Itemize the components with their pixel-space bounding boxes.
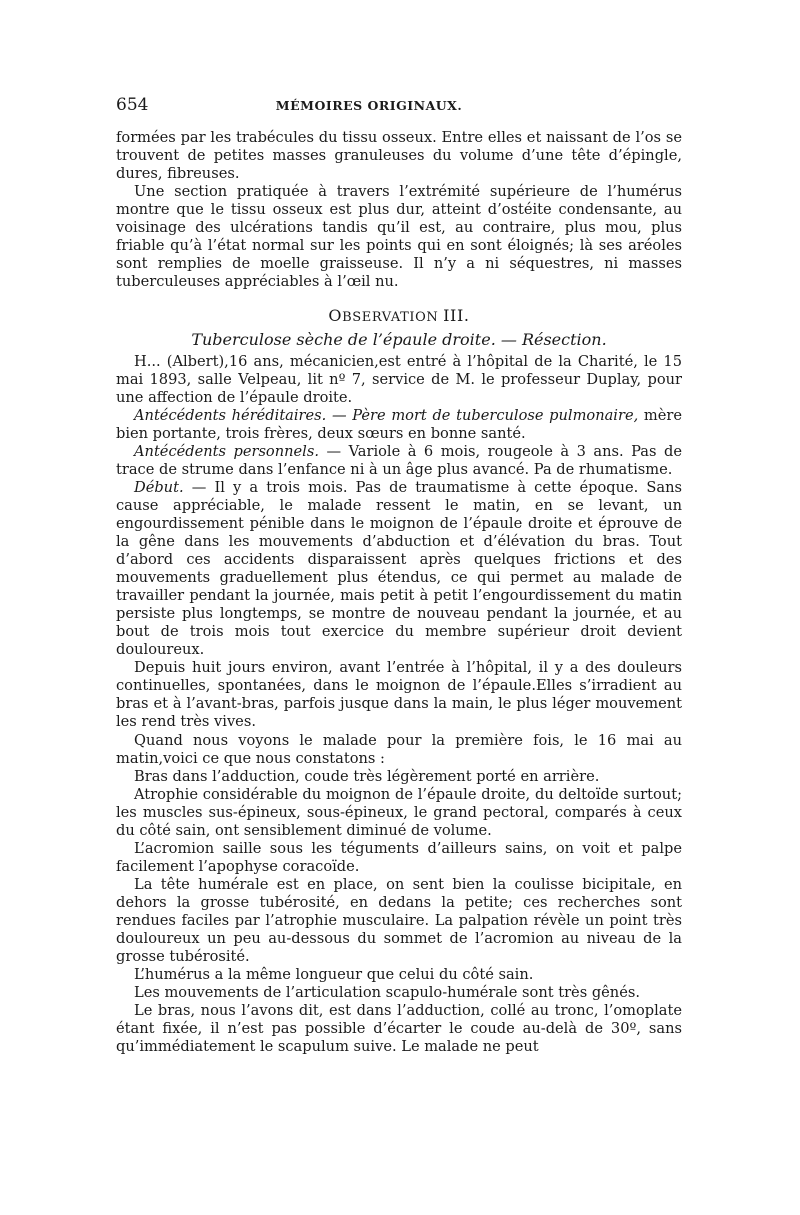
body-text bbox=[116, 129, 682, 1056]
paragraph-personal bbox=[116, 443, 682, 479]
paragraph-humerus: L’humérus a la même longueur que celui du côté sain. bbox=[134, 966, 534, 984]
observation-title-initial: O bbox=[328, 306, 343, 326]
page bbox=[116, 95, 682, 1056]
observation-number: III. bbox=[443, 306, 470, 326]
paragraph-acromion: L’acromion saille sous les téguments d’ailleurs sains, on voit et palpe facilement l’apophyse coracoïde. bbox=[116, 839, 682, 875]
observation-title-rest: BSERVATION bbox=[342, 310, 444, 326]
observation-subtitle: Tuberculose sèche de l’épaule droite. — Résection. bbox=[191, 330, 607, 350]
paragraph-tete: La tête humérale est en place, on sent bien la coulisse bicipitale, en dehors la grosse tubérosité, en dedans la petite; ces recherches sont rendues faciles par l’atrophie musculaire. La palpation révèle un point très douloureux un peu au-dessous du sommet de l’acromion au niveau de la grosse tubérosité. bbox=[116, 875, 682, 966]
paragraph-le-bras: Le bras, nous l’avons dit, est dans l’adduction, collé au tronc, l’omoplate étant fixée, il n’est pas possible d’écarter le coude au-delà de 30º, sans qu’immédiatement le scapulum suive. Le malade ne peut bbox=[116, 1002, 682, 1056]
paragraph-hereditary bbox=[116, 407, 682, 443]
page-header bbox=[116, 95, 682, 123]
debut-label: Début. bbox=[134, 478, 184, 496]
paragraph-section: Une section pratiquée à travers l’extrémité supérieure de l’humérus montre que le tissu osseux est plus dur, atteint d’ostéite condensante, au voisinage des ulcérations tandis qu’il est, au contraire, plus mou, plus friable qu’à l’état normal sur les points qui en sont éloignés; là ses aréoles sont remplies de moelle graisseuse. Il n’y a ni séquestres, ni masses tuberculeuses appréciables à l’œil nu. bbox=[116, 183, 682, 291]
observation-title bbox=[116, 307, 682, 327]
paragraph-mouvements: Les mouvements de l’articulation scapulo-humérale sont très gênés. bbox=[134, 984, 640, 1002]
paragraph-atrophie: Atrophie considérable du moignon de l’épaule droite, du deltoïde surtout; les muscles sus-épineux, sous-épineux, le grand pectoral, comparés à ceux du côté sain, ont sensiblement diminué de volume. bbox=[116, 785, 682, 839]
personal-label: Antécédents personnels. bbox=[134, 442, 319, 460]
paragraph-continued: formées par les trabécules du tissu osseux. Entre elles et naissant de l’os se trouvent de petites masses granuleuses du volume d’une tête d’épingle, dures, fibreuses. bbox=[116, 129, 682, 183]
paragraph-case-intro: H... (Albert),16 ans, mécanicien,est entré à l’hôpital de la Charité, le 15 mai 1893, salle Velpeau, lit nº 7, service de M. le professeur Duplay, pour une affection de l’épaule droite. bbox=[116, 352, 682, 406]
paragraph-depuis: Depuis huit jours environ, avant l’entrée à l’hôpital, il y a des douleurs continuelles, spontanées, dans le moignon de l’épaule.Elles s’irradient au bras et à l’avant-bras, parfois jusque dans la main, le plus léger mouvement les rend très vives. bbox=[116, 659, 682, 731]
running-head: MÉMOIRES ORIGINAUX. bbox=[275, 98, 463, 113]
debut-text: — Il y a trois mois. Pas de traumatisme à cette époque. Sans cause appréciable, le malade ressent le matin, en se levant, un engourdissement pénible dans le moignon de l’épaule droite et éprouve de la gêne dans les mouvements d’abduction et d’élévation du bras. Tout d’abord ces accidents disparaissent après quelques frictions et des mouvements graduellement plus étendus, ce qui permet au malade de travailler pendant la journée, mais petit à petit l’engourdissement du matin persiste plus longtemps, se montre de nouveau pendant la journée, et au bout de trois mois tout exercice du membre supérieur droit devient douloureux. bbox=[116, 478, 682, 659]
hereditary-label: Antécédents héréditaires. — Père mort de tuberculose pulmonaire, bbox=[134, 406, 639, 424]
paragraph-bras: Bras dans l’adduction, coude très légèrement porté en arrière. bbox=[134, 767, 600, 785]
paragraph-quand: Quand nous voyons le malade pour la première fois, le 16 mai au matin,voici ce que nous constatons : bbox=[116, 731, 682, 767]
paragraph-debut bbox=[116, 479, 682, 659]
hereditary-text: mère bien portante, trois frères, deux sœurs en bonne santé. bbox=[116, 406, 682, 442]
personal-text: — Variole à 6 mois, rougeole à 3 ans. Pas de trace de strume dans l’enfance ni à un âge plus avancé. Pa de rhumatisme. bbox=[116, 442, 682, 478]
page-number: 654 bbox=[116, 95, 149, 115]
